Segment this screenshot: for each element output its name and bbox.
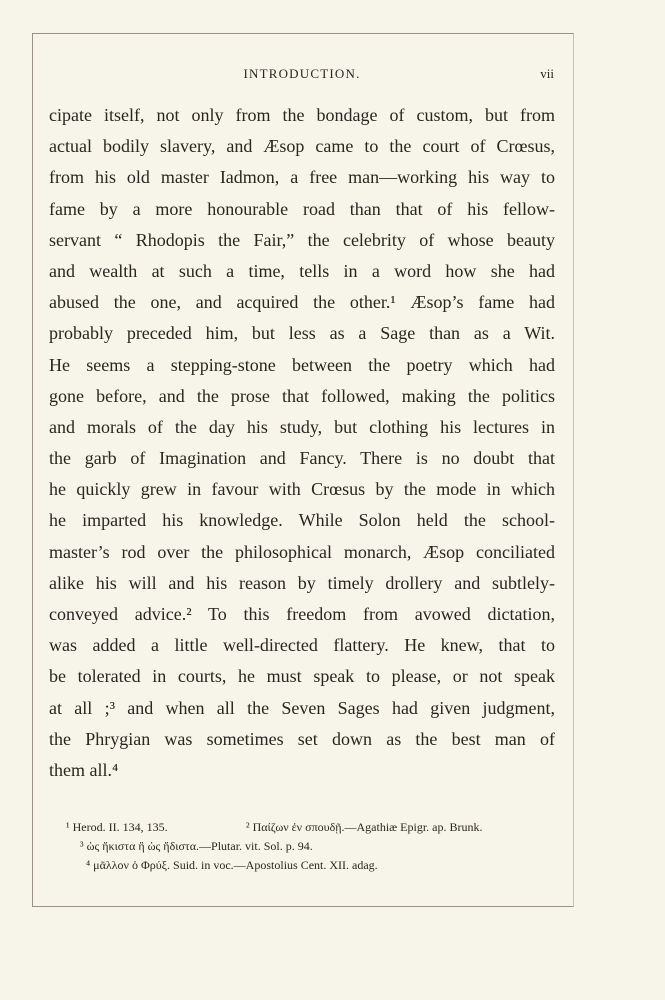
text-line: at all ;³ and when all the Seven Sages had given judgment, [49,697,555,718]
running-header [48,64,556,84]
header-title: INTRODUCTION. [243,66,361,81]
text-line: be tolerated in courts, he must speak to please, or not speak [49,666,555,687]
footnote-row [60,818,560,837]
footnote-3: ³ ὡς ἥκιστα ἢ ὡς ἥδιστα.—Plutar. vit. Sol. p. 94. [80,839,313,853]
text-line: conveyed advice.² To this freedom from avowed dictation, [49,604,555,624]
footnote-2: ² Παίζων ἐν σπουδῇ.—Agathiæ Epigr. ap. Brunk. [246,820,483,834]
text-line: actual bodily slavery, and Æsop came to the court of Crœsus, [49,136,555,157]
text-line: the garb of Imagination and Fancy. There is no doubt that [49,448,555,469]
text-line: and wealth at such a time, tells in a word how she had [49,260,555,281]
footnote-4: ⁴ μᾶλλον ὁ Φρύξ. Suid. in voc.—Apostolius Cent. XII. adag. [86,858,378,872]
text-line: alike his will and his reason by timely drollery and subtlely- [49,572,555,593]
body-text [49,100,555,786]
text-line: from his old master Iadmon, a free man—working his way to [49,167,555,188]
text-line: and morals of the day his study, but clothing his lectures in [49,416,555,437]
text-line: abused the one, and acquired the other.¹ Æsop’s fame had [49,292,555,313]
text-line: He seems a stepping-stone between the poetry which had [49,354,555,375]
text-line: was added a little well-directed flattery. He knew, that to [49,635,555,656]
text-line: he quickly grew in favour with Crœsus by the mode in which [49,479,555,500]
text-line: probably preceded him, but less as a Sage than as a Wit. [49,323,555,344]
text-line: gone before, and the prose that followed, making the politics [49,385,555,406]
text-line: fame by a more honourable road than that of his fellow- [49,198,555,219]
footnote-1: ¹ Herod. II. 134, 135. [66,820,168,834]
text-line: servant “ Rhodopis the Fair,” the celebrity of whose beauty [49,229,555,250]
text-line: cipate itself, not only from the bondage of custom, but from [49,105,555,125]
text-line: master’s rod over the philosophical monarch, Æsop conciliated [49,541,555,562]
page-number: vii [540,66,554,81]
footnotes [60,818,560,875]
text-line-last: them all.⁴ [49,759,119,780]
text-line: he imparted his knowledge. While Solon held the school- [49,510,555,531]
text-line: the Phrygian was sometimes set down as the best man of [49,728,555,749]
